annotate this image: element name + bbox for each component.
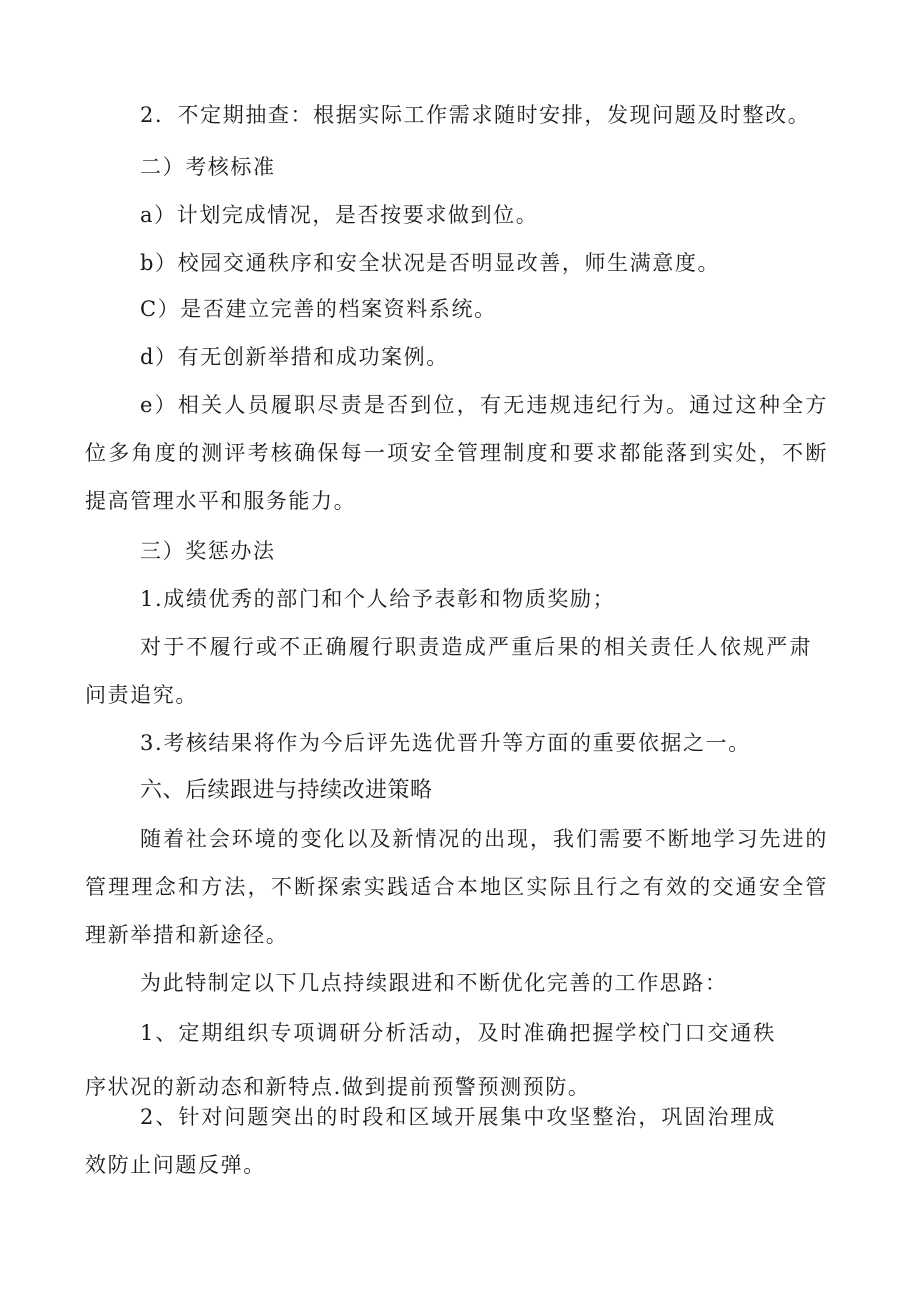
standard-item-a: a）计划完成情况，是否按要求做到位。: [140, 203, 539, 227]
penalty-paragraph-line-1: 对于不履行或不正确履行职责造成严重后果的相关责任人依规严肃: [140, 635, 812, 659]
standard-item-c: C）是否建立完善的档案资料系统。: [140, 297, 497, 321]
follow-up-paragraph-line-2: 管理理念和方法，不断探索实践适合本地区实际且行之有效的交通安全管: [85, 875, 828, 899]
section-heading-assessment-standards: 二）考核标准: [140, 155, 276, 179]
reward-item-1: 1.成绩优秀的部门和个人给予表彰和物质奖励；: [140, 587, 616, 611]
work-idea-2-line-2: 效防止问题反弹。: [85, 1153, 266, 1177]
standard-item-e-line-1: e）相关人员履职尽责是否到位，有无违规违纪行为。通过这种全方: [140, 393, 828, 417]
standard-item-d: d）有无创新举措和成功案例。: [140, 345, 449, 369]
section-heading-follow-up: 六、后续跟进与持续改进策略: [140, 778, 433, 803]
work-idea-2-line-1: 2、针对问题突出的时段和区域开展集中攻坚整治，巩固治理成: [140, 1105, 776, 1129]
work-idea-1-line-2: 序状况的新动态和新特点.做到提前预警预测预防。: [85, 1075, 591, 1099]
standard-item-e-line-3: 提高管理水平和服务能力。: [85, 489, 357, 513]
reward-item-3: 3.考核结果将作为今后评先选优晋升等方面的重要依据之一。: [140, 731, 751, 755]
follow-up-paragraph-line-1: 随着社会环境的变化以及新情况的出现，我们需要不断地学习先进的: [140, 827, 828, 851]
follow-up-paragraph-line-3: 理新举措和新途径。: [85, 923, 289, 947]
standard-item-e-line-2: 位多角度的测评考核确保每一项安全管理制度和要求都能落到实处，不断: [85, 441, 828, 465]
inspection-item-2: 2．不定期抽查：根据实际工作需求随时安排，发现问题及时整改。: [140, 103, 811, 127]
work-idea-1-line-1: 1、定期组织专项调研分析活动，及时准确把握学校门口交通秩: [140, 1021, 776, 1045]
section-heading-rewards-penalties: 三）奖惩办法: [140, 539, 276, 563]
standard-item-b: b）校园交通秩序和安全状况是否明显改善，师生满意度。: [140, 251, 721, 275]
work-ideas-intro: 为此特制定以下几点持续跟进和不断优化完善的工作思路：: [140, 971, 728, 995]
penalty-paragraph-line-2: 问责追究。: [85, 683, 198, 707]
